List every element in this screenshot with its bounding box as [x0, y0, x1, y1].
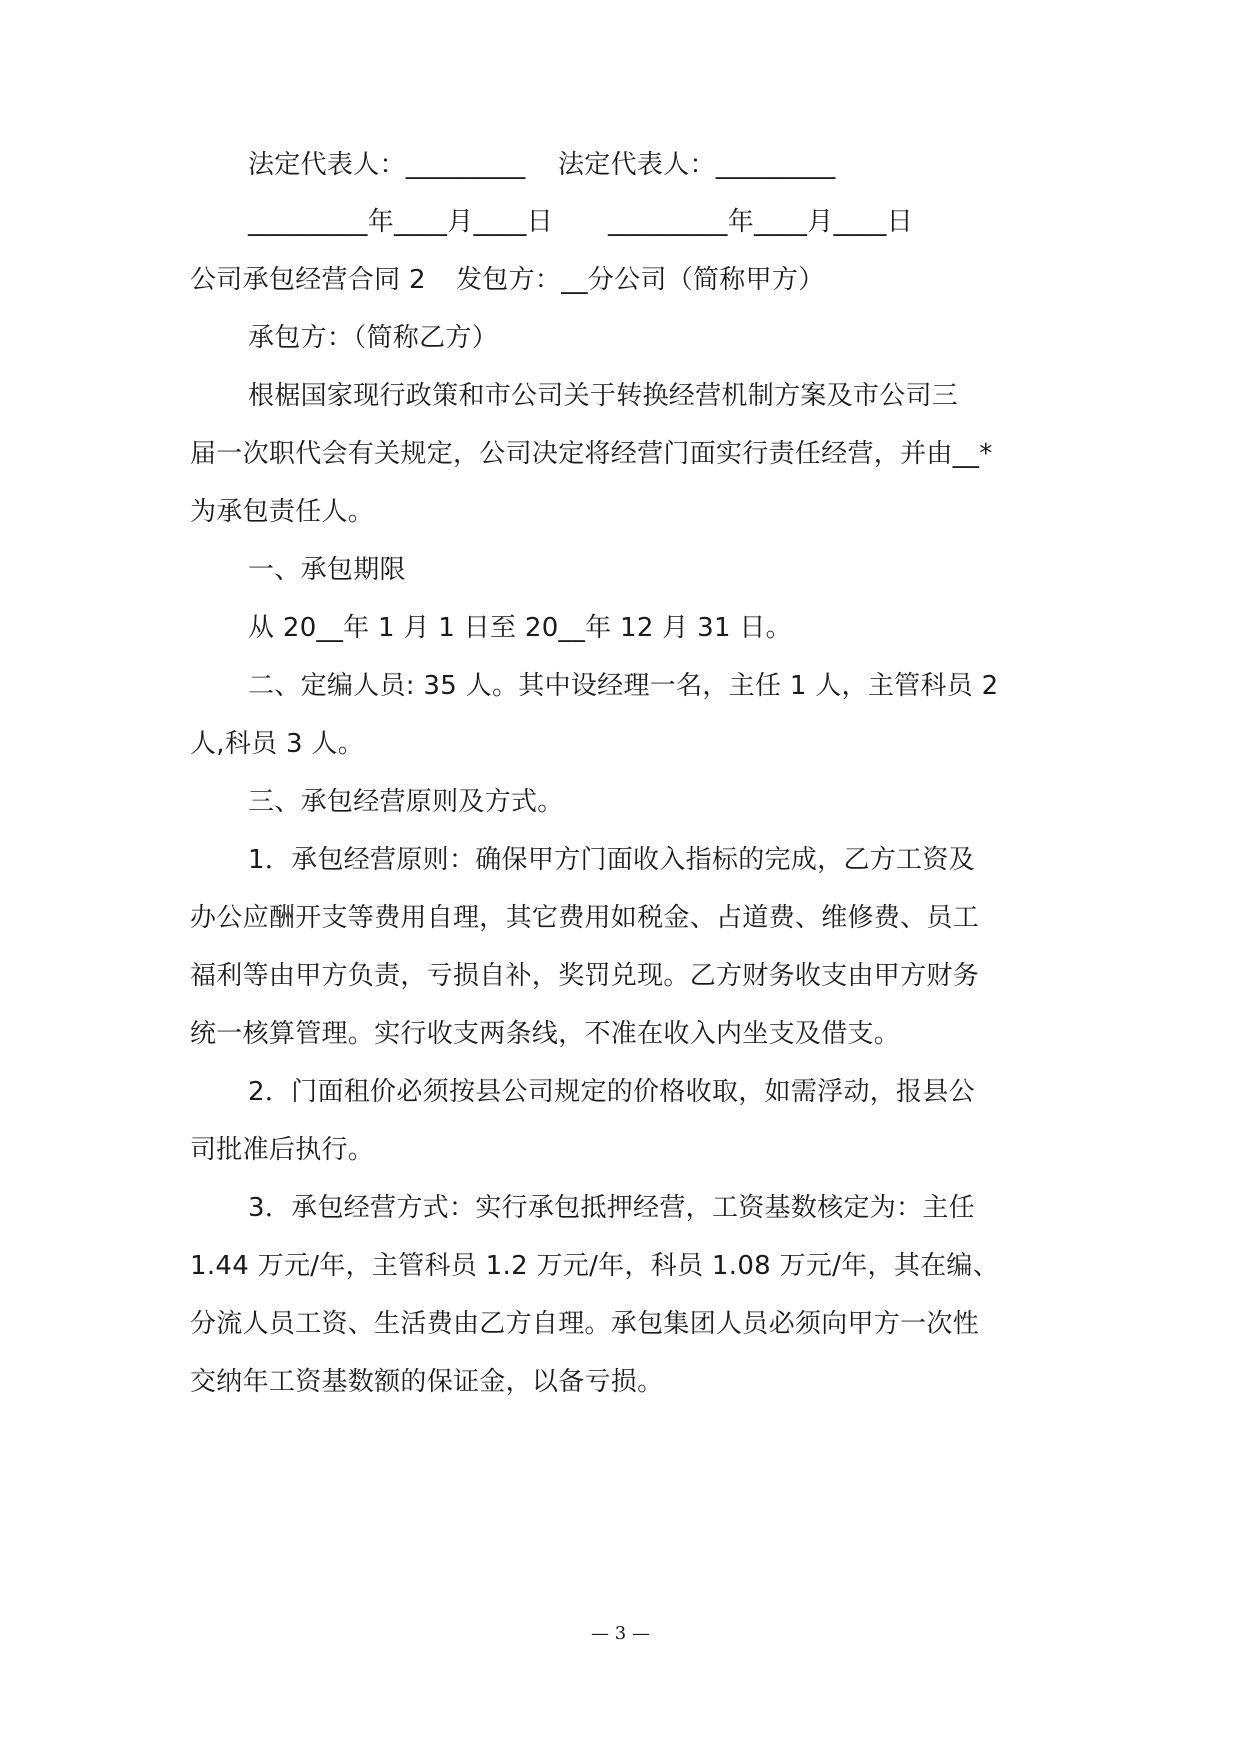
- party-a: 发包方：__分公司（简称甲方）: [456, 265, 825, 295]
- date-line-right: [608, 202, 1241, 242]
- section3-title: 三、承包经营原则及方式。: [248, 787, 564, 817]
- preamble-line-1: 根椐国家现行政策和市公司关于转换经营机制方案及市公司三: [248, 381, 959, 411]
- signature-left: 法定代表人：_________: [248, 150, 526, 180]
- item3-line-3: 分流人员工资、生活费由乙方自理。承包集团人员必须向甲方一次性: [190, 1309, 980, 1339]
- item3-line-2: 1.44 万元/年，主管科员 1.2 万元/年，科员 1.08 万元/年，其在编、: [190, 1251, 1000, 1281]
- contract-title: 公司承包经营合同 2: [190, 265, 426, 295]
- section2-line-1: 二、定编人员: 35 人。其中设经理一名，主任 1 人，主管科员 2: [248, 671, 999, 701]
- item1-line-4: 统一核算管理。实行收支两条线，不准在收入内坐支及借支。: [190, 1019, 901, 1049]
- preamble-line-2: 届一次职代会有关规定，公司决定将经营门面实行责任经营，并由__*: [190, 439, 993, 469]
- section1-body: 从 20__年 1 月 1 日至 20__年 12 月 31 日。: [248, 613, 792, 643]
- date-right: _________年____月____日: [608, 207, 913, 237]
- item1-line-3: 福利等由甲方负责，亏损自补，奖罚兑现。乙方财务收支由甲方财务: [190, 961, 980, 991]
- signature-line-right: [558, 145, 1241, 185]
- item1-line-1: 1．承包经营原则：确保甲方门面收入指标的完成，乙方工资及: [248, 845, 975, 875]
- section1-title: 一、承包期限: [248, 555, 406, 585]
- preamble-line-3: 为承包责任人。: [190, 497, 375, 527]
- party-b: 承包方：（简称乙方）: [248, 323, 499, 353]
- party-a-line: [456, 260, 1241, 300]
- page-number: — 3 —: [591, 1623, 650, 1644]
- item3-line-4: 交纳年工资基数额的保证金，以备亏损。: [190, 1367, 664, 1397]
- item3-line-1: 3．承包经营方式：实行承包抵押经营，工资基数核定为：主任: [248, 1193, 975, 1223]
- item1-line-2: 办公应酬开支等费用自理，其它费用如税金、占道费、维修费、员工: [190, 903, 980, 933]
- section2-line-2: 人,科员 3 人。: [190, 729, 365, 759]
- item2-line-1: 2．门面租价必须按县公司规定的价格收取，如需浮动，报县公: [248, 1077, 975, 1107]
- item2-line-2: 司批准后执行。: [190, 1135, 375, 1165]
- date-left: _________年____月____日: [248, 207, 553, 237]
- signature-right: 法定代表人：_________: [558, 150, 836, 180]
